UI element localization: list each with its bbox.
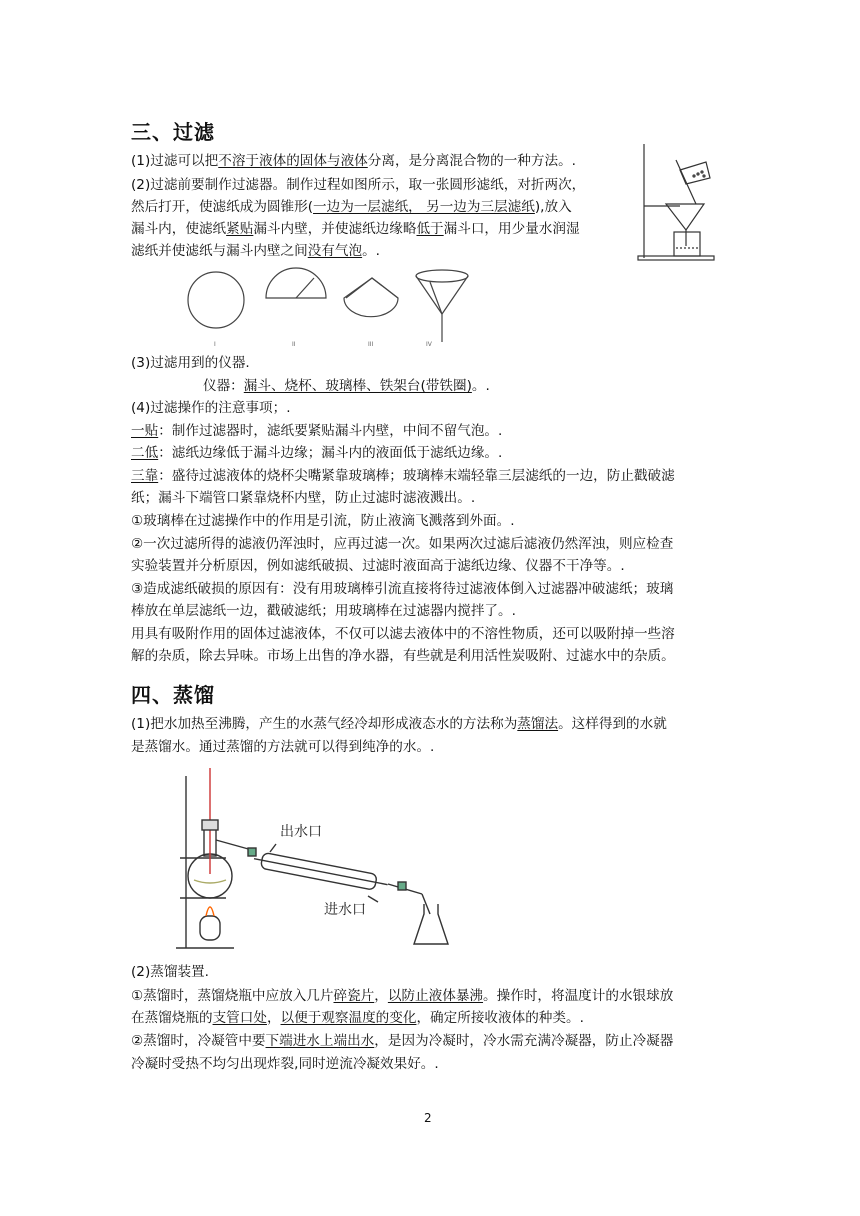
- paragraph-line: (3)过滤用到的仪器.: [131, 355, 250, 371]
- filter-paper-folding-figure: [186, 264, 476, 350]
- paragraph-line: 漏斗内，使滤纸紧贴漏斗内壁，并使滤纸边缘略低于漏斗口，用少量水润湿: [131, 221, 580, 237]
- page-number: 2: [424, 1111, 432, 1125]
- paragraph-line: ②蒸馏时，冷凝管中要下端进水上端出水，是因为冷凝时，冷水需充满冷凝器，防止冷凝器: [131, 1033, 674, 1049]
- paragraph-line: ③造成滤纸破损的原因有：没有用玻璃棒引流直接将待过滤液体倒入过滤器冲破滤纸；玻璃: [131, 581, 674, 597]
- paragraph-line: ②一次过滤所得的滤液仍浑浊时，应再过滤一次。如果两次过滤后滤液仍然浑浊，则应检查: [131, 536, 674, 552]
- paragraph-line: 是蒸馏水。通过蒸馏的方法就可以得到纯净的水。.: [131, 739, 435, 755]
- paragraph-line: 仪器：漏斗、烧杯、玻璃棒、铁架台(带铁圈)。.: [203, 378, 490, 394]
- filtration-apparatus-figure: [636, 138, 720, 264]
- paragraph-line: (1)过滤可以把不溶于液体的固体与液体分离，是分离混合物的一种方法。.: [131, 153, 576, 169]
- paragraph-line: 在蒸馏烧瓶的支管口处，以便于观察温度的变化，确定所接收液体的种类。.: [131, 1010, 584, 1026]
- paragraph-line: 三靠：盛待过滤液体的烧杯尖嘴紧靠玻璃棒；玻璃棒末端轻靠三层滤纸的一边，防止戳破滤: [131, 468, 675, 484]
- section-title-filtration: 三、过滤: [131, 120, 215, 144]
- paragraph-line: (4)过滤操作的注意事项；.: [131, 400, 291, 416]
- fig-label: II: [292, 341, 296, 348]
- paragraph-line: 棒放在单层滤纸一边，戳破滤纸；用玻璃棒在过滤器内搅拌了。.: [131, 603, 516, 619]
- paragraph-line: (2)过滤前要制作过滤器。制作过程如图所示，取一张圆形滤纸，对折两次，: [131, 177, 586, 193]
- distillation-apparatus-figure: [172, 764, 472, 954]
- paragraph-line: (2)蒸馏装置.: [131, 964, 209, 980]
- paragraph-line: ①蒸馏时，蒸馏烧瓶中应放入几片碎瓷片，以防止液体暴沸。操作时，将温度计的水银球放: [131, 988, 674, 1004]
- fig-label: IV: [426, 341, 432, 348]
- inlet-label: 进水口: [324, 902, 366, 918]
- paragraph-line: 然后打开，使滤纸成为圆锥形(一边为一层滤纸， 另一边为三层滤纸),放入: [131, 199, 572, 215]
- paragraph-line: 实验装置并分析原因，例如滤纸破损、过滤时液面高于滤纸边缘、仪器不干净等。.: [131, 558, 625, 574]
- outlet-label: 出水口: [280, 824, 322, 840]
- paragraph-line: 冷凝时受热不均匀出现炸裂,同时逆流冷凝效果好。.: [131, 1056, 439, 1072]
- paragraph-line: 纸；漏斗下端管口紧靠烧杯内壁，防止过滤时滤液溅出。.: [131, 490, 476, 506]
- fig-label: III: [368, 341, 374, 348]
- fig-label: I: [214, 341, 216, 348]
- paragraph-line: 一贴：制作过滤器时，滤纸要紧贴漏斗内壁，中间不留气泡。.: [131, 423, 503, 439]
- paragraph-line: 用具有吸附作用的固体过滤液体，不仅可以滤去液体中的不溶性物质，还可以吸附掉一些溶: [131, 626, 675, 642]
- paragraph-line: (1)把水加热至沸腾，产生的水蒸气经冷却形成液态水的方法称为蒸馏法。这样得到的水就: [131, 716, 667, 732]
- paragraph-line: 二低：滤纸边缘低于漏斗边缘；漏斗内的液面低于滤纸边缘。.: [131, 445, 503, 461]
- paragraph-line: 滤纸并使滤纸与漏斗内壁之间没有气泡。.: [131, 243, 381, 259]
- section-title-distillation: 四、蒸馏: [131, 683, 215, 707]
- paragraph-line: 解的杂质，除去异味。市场上出售的净水器，有些就是利用活性炭吸附、过滤水中的杂质。: [131, 648, 675, 664]
- paragraph-line: ①玻璃棒在过滤操作中的作用是引流，防止液滴飞溅落到外面。.: [131, 513, 515, 529]
